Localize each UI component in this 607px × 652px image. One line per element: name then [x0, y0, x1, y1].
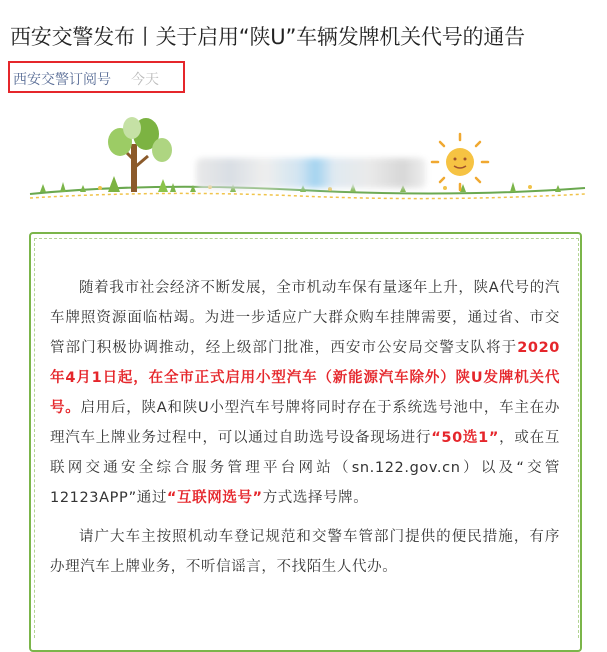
sun-icon [432, 134, 488, 190]
text-span: 随着我市社会经济不断发展，全市机动车保有量逐年上升，陕A代号的汽车牌照资源面临枯竭。为进一步适应广大群众购车挂牌需要，通过省、市交管部门积极协调推动，经上级部门批准，西安市公安局交警支队将于 [50, 280, 560, 356]
text-span: 启用后，陕A和陕U小型汽车号牌将同时存在于系统选号池中，车主在办理汽车上牌业务过程中，可以通过自助选号设备现场进行 [50, 400, 561, 446]
highlight-date-text: 2020年4月1日起，在全市正式启用小型汽车（新能源汽车除外）陕U发牌机关代号。 [50, 340, 560, 416]
blurred-account-logo [196, 158, 426, 188]
tree-icon [108, 117, 172, 192]
publish-time: 今天 [131, 72, 159, 88]
article-title: 西安交警发布丨关于启用“陕U”车辆发牌机关代号的通告 [10, 25, 525, 49]
account-name-link[interactable]: 西安交警订阅号 [13, 72, 111, 88]
paragraph-2: 请广大车主按照机动车登记规范和交警车管部门提供的便民措施，有序办理汽车上牌业务，不听信谣言，不找陌生人代办。 [50, 529, 560, 575]
text-span: ，或在互联网交通安全综合服务管理平台网站（sn.122.gov.cn）以及“交管12123APP”通过 [50, 430, 561, 506]
text-span: 方式选择号牌。 [262, 490, 369, 506]
paragraph-1 [50, 273, 560, 513]
highlight-online-selection: “互联网选号” [166, 490, 263, 506]
highlight-50-choose-1: “50选1” [431, 430, 499, 446]
